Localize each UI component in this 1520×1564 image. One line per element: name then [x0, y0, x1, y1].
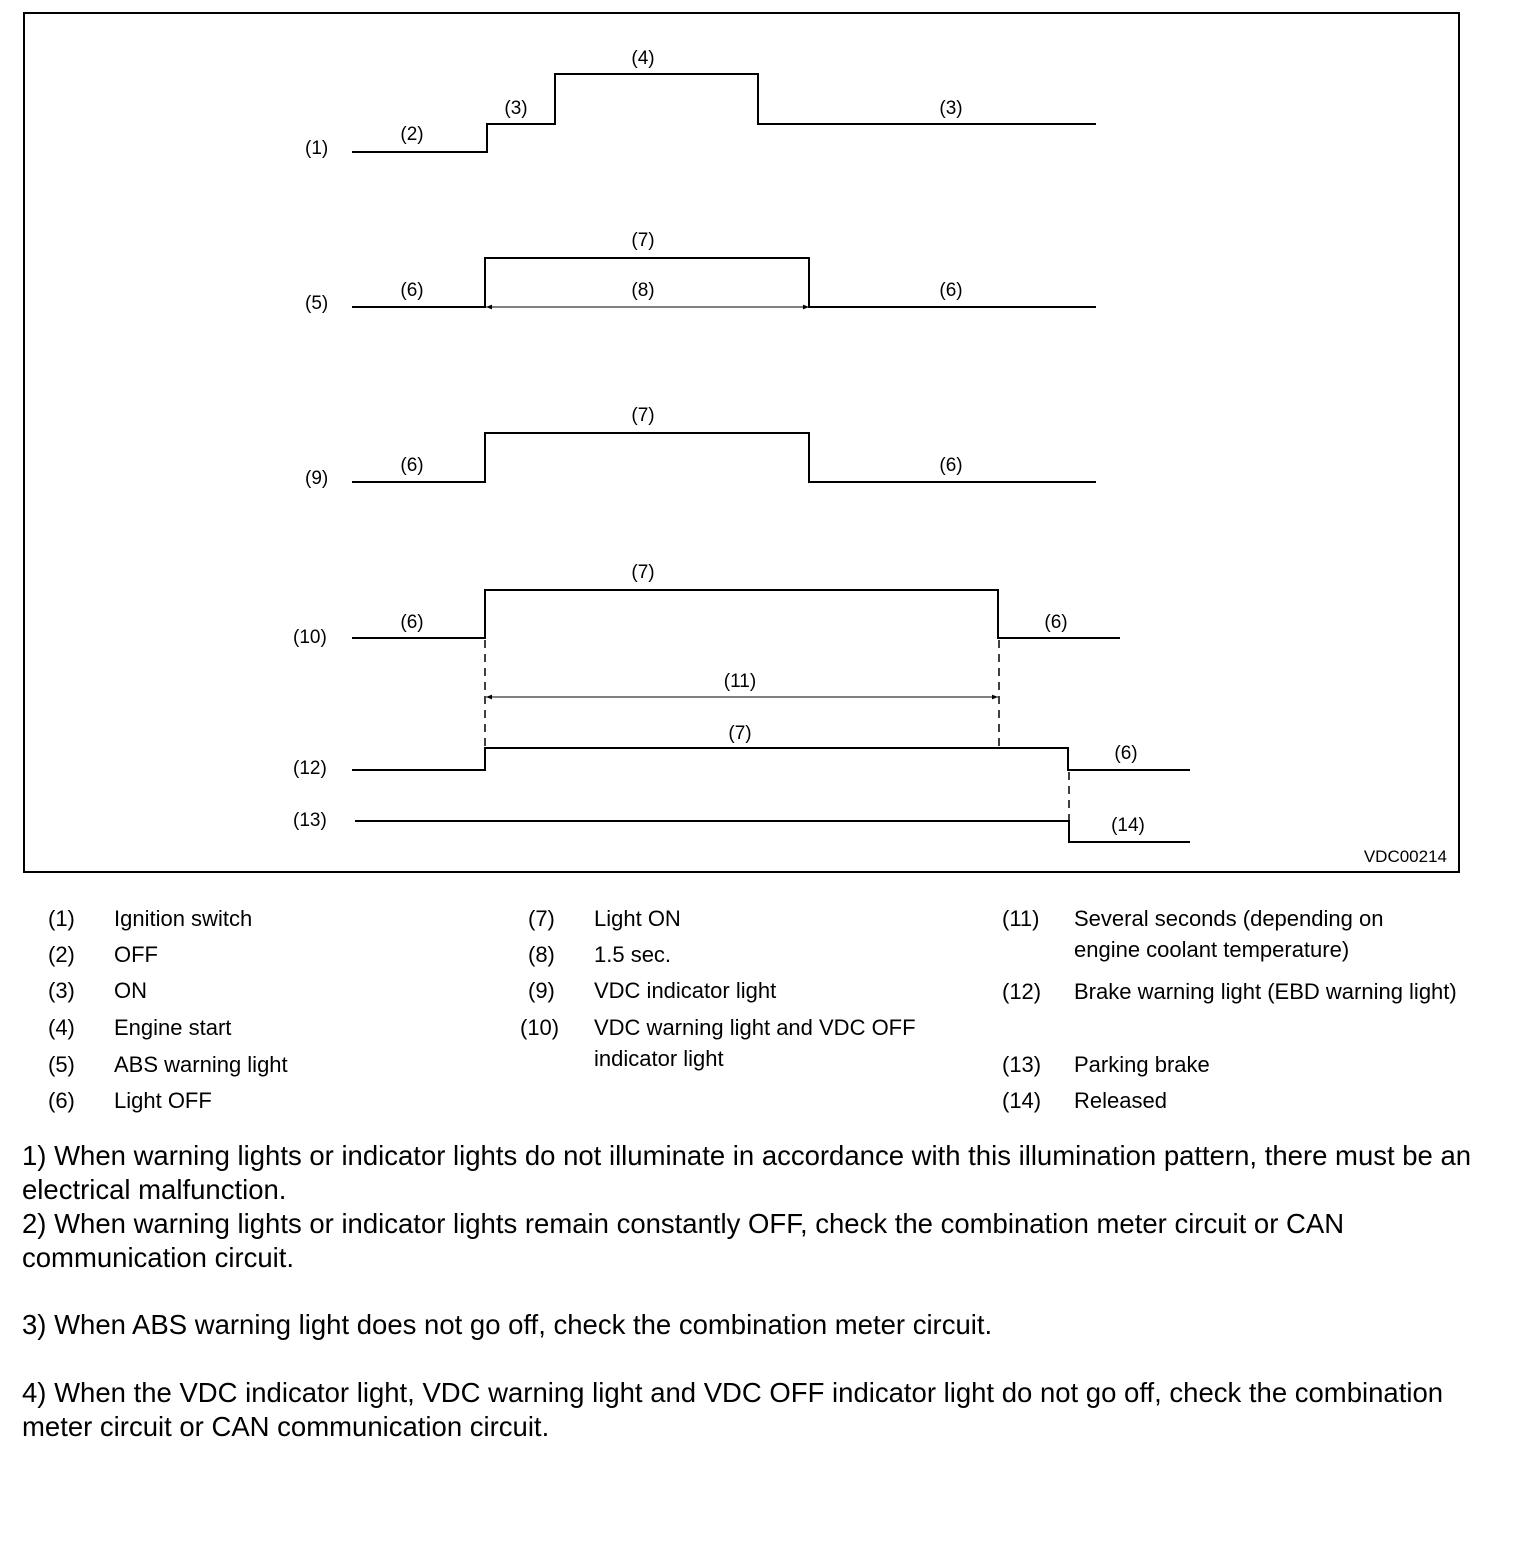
seg-label-abs-off-after: (6) [939, 280, 963, 301]
legend-number: (8) [528, 942, 555, 967]
seg-label-on: (3) [504, 98, 528, 119]
legend-text: VDC warning light and VDC OFF indicator light [594, 1015, 916, 1071]
parking-brake-waveform [355, 821, 1190, 842]
legend-number: (11) [1002, 906, 1040, 931]
legend-text: ABS warning light [114, 1052, 288, 1077]
row-label-ignition: (1) [305, 138, 329, 159]
seg-label-engine-start: (4) [631, 48, 655, 69]
legend-text: Light ON [594, 906, 681, 931]
seg-label-vdcw-off: (6) [400, 612, 424, 633]
seg-label-brake-on: (7) [728, 723, 752, 744]
legend-text: OFF [114, 942, 158, 967]
legend-number: (3) [48, 978, 75, 1003]
brake-warning-waveform [352, 748, 1190, 770]
seg-label-brake-off-after: (6) [1114, 743, 1138, 764]
row-label-vdc-warning: (10) [293, 627, 327, 648]
row-label-brake-warning: (12) [293, 758, 327, 779]
legend-number: (13) [1002, 1052, 1042, 1077]
vdc-indicator-waveform [352, 433, 1096, 482]
legend-text: VDC indicator light [594, 978, 777, 1003]
legend-text: Engine start [114, 1015, 232, 1040]
vdc-warning-waveform [352, 590, 1120, 638]
seg-label-vdc-off: (6) [400, 455, 424, 476]
seg-label-vdcw-off-after: (6) [1044, 612, 1068, 633]
legend-number: (10) [520, 1015, 560, 1040]
note-1: 1) When warning lights or indicator lights do not illuminate in accordance with this illumination pattern, there must be an electrical malfunction. [22, 1140, 1472, 1205]
note-4: 4) When the VDC indicator light, VDC warning light and VDC OFF indicator light do not go off, check the combination meter circuit or CAN communication circuit. [22, 1377, 1444, 1442]
ignition-switch-waveform [352, 74, 1096, 152]
legend-number: (1) [48, 906, 75, 931]
legend-text: Parking brake [1074, 1052, 1210, 1077]
legend-number: (7) [528, 906, 555, 931]
seg-label-abs-on: (7) [631, 230, 655, 251]
legend-number: (6) [48, 1088, 75, 1113]
seg-label-vdc-off-after: (6) [939, 455, 963, 476]
note-3: 3) When ABS warning light does not go off, check the combination meter circuit. [22, 1309, 993, 1340]
legend-text: Several seconds (depending on engine coolant temperature) [1074, 906, 1384, 962]
legend-number: (4) [48, 1015, 75, 1040]
legend-text: Light OFF [114, 1088, 212, 1113]
legend-text: Brake warning light (EBD warning light) [1074, 979, 1457, 1004]
seg-label-vdc-on: (7) [631, 405, 655, 426]
row-label-abs: (5) [305, 293, 329, 314]
legend-number: (9) [528, 978, 555, 1003]
seg-label-vdcw-on: (7) [631, 562, 655, 583]
legend-number: (14) [1002, 1088, 1042, 1113]
seg-label-abs-duration: (8) [631, 280, 655, 301]
seg-label-off: (2) [400, 124, 424, 145]
abs-warning-waveform [352, 258, 1096, 307]
legend-number: (12) [1002, 979, 1042, 1004]
seg-label-on-after: (3) [939, 98, 963, 119]
figure-code: VDC00214 [1363, 847, 1447, 866]
legend-number: (5) [48, 1052, 75, 1077]
row-label-parking-brake: (13) [293, 810, 327, 831]
legend-text: 1.5 sec. [594, 942, 672, 967]
legend-text: Ignition switch [114, 906, 253, 931]
row-label-vdc-indicator: (9) [305, 468, 329, 489]
seg-label-vdcw-duration: (11) [723, 671, 757, 692]
legend-text: Released [1074, 1088, 1167, 1113]
seg-label-released: (14) [1111, 815, 1145, 836]
note-2: 2) When warning lights or indicator lights remain constantly OFF, check the combination meter circuit or CAN communication circuit. [22, 1208, 1345, 1273]
legend-text: ON [114, 978, 147, 1003]
seg-label-abs-off: (6) [400, 280, 424, 301]
legend-number: (2) [48, 942, 75, 967]
